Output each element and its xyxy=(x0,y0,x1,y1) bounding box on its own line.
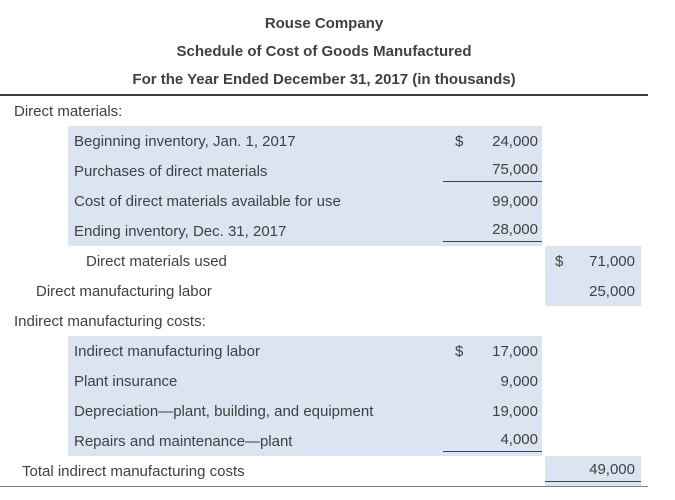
row-inner-amount-cell xyxy=(443,426,542,456)
row-outer-amount-cell xyxy=(545,246,641,276)
row-label: Direct materials used xyxy=(86,252,227,270)
row-amount: 24,000 xyxy=(492,132,538,150)
row-indent xyxy=(0,216,68,246)
row-direct-manufacturing-labor xyxy=(0,276,648,306)
currency-symbol: $ xyxy=(555,252,564,270)
row-inner-amount-cell xyxy=(443,396,542,426)
row-outer-amount-cell xyxy=(545,336,641,366)
row-indirect-manufacturing-labor xyxy=(0,336,648,366)
row-label: Depreciation—plant, building, and equipment xyxy=(68,396,443,426)
row-amount: 99,000 xyxy=(492,192,538,210)
row-label: Plant insurance xyxy=(68,366,443,396)
row-outer-amount-cell xyxy=(545,126,641,156)
row-outer-amount-cell xyxy=(545,396,641,426)
row-label: Total indirect manufacturing costs xyxy=(22,462,245,480)
row-purchases xyxy=(0,156,648,186)
row-direct-materials-section xyxy=(0,96,648,126)
row-outer-amount-cell xyxy=(545,426,641,456)
row-indent xyxy=(0,396,68,426)
row-indent xyxy=(0,156,68,186)
row-amount: 49,000 xyxy=(589,460,635,478)
row-outer-amount-cell xyxy=(545,96,641,126)
row-amount: 17,000 xyxy=(492,342,538,360)
row-label: Indirect manufacturing costs: xyxy=(14,312,206,330)
row-amount: 19,000 xyxy=(492,402,538,420)
row-total-indirect-costs xyxy=(0,456,648,486)
row-label: Indirect manufacturing labor xyxy=(68,336,443,366)
row-inner-amount-cell xyxy=(443,156,542,186)
row-direct-materials-used xyxy=(0,246,648,276)
currency-symbol: $ xyxy=(455,342,464,360)
row-amount: 9,000 xyxy=(500,372,538,390)
row-label: Direct manufacturing labor xyxy=(36,282,212,300)
row-label: Direct materials: xyxy=(14,102,123,120)
company-name: Rouse Company xyxy=(264,15,384,32)
row-outer-amount-cell xyxy=(545,456,641,486)
row-outer-amount-cell xyxy=(545,156,641,186)
row-indirect-costs-section xyxy=(0,306,648,336)
currency-symbol: $ xyxy=(455,132,464,150)
row-outer-amount-cell xyxy=(545,306,641,336)
row-repairs-maintenance xyxy=(0,426,648,456)
row-amount: 4,000 xyxy=(500,430,538,448)
row-indent xyxy=(0,426,68,456)
period-title: For the Year Ended December 31, 2017 (in thousands) xyxy=(132,71,516,88)
schedule-title: Schedule of Cost of Goods Manufactured xyxy=(176,43,472,60)
row-cost-available xyxy=(0,186,648,216)
row-label: Repairs and maintenance—plant xyxy=(68,426,443,456)
row-indent xyxy=(0,336,68,366)
row-label: Purchases of direct materials xyxy=(68,156,443,186)
row-inner-amount-cell xyxy=(443,126,542,156)
row-indent xyxy=(0,126,68,156)
row-amount: 71,000 xyxy=(589,252,635,270)
row-inner-amount-cell xyxy=(443,216,542,246)
row-beginning-inventory xyxy=(0,126,648,156)
row-amount: 28,000 xyxy=(492,220,538,238)
row-indent xyxy=(0,186,68,216)
row-label: Ending inventory, Dec. 31, 2017 xyxy=(68,216,443,246)
row-ending-inventory xyxy=(0,216,648,246)
row-inner-amount-cell xyxy=(443,366,542,396)
row-outer-amount-cell xyxy=(545,216,641,246)
row-label: Cost of direct materials available for use xyxy=(68,186,443,216)
row-outer-amount-cell xyxy=(545,186,641,216)
schedule-table xyxy=(0,96,648,487)
title-block xyxy=(0,0,648,96)
row-plant-insurance xyxy=(0,366,648,396)
row-inner-amount-cell xyxy=(443,186,542,216)
row-amount: 75,000 xyxy=(492,160,538,178)
row-depreciation xyxy=(0,396,648,426)
row-label: Beginning inventory, Jan. 1, 2017 xyxy=(68,126,443,156)
row-outer-amount-cell xyxy=(545,276,641,306)
row-outer-amount-cell xyxy=(545,366,641,396)
row-amount: 25,000 xyxy=(589,282,635,300)
row-indent xyxy=(0,366,68,396)
row-inner-amount-cell xyxy=(443,336,542,366)
